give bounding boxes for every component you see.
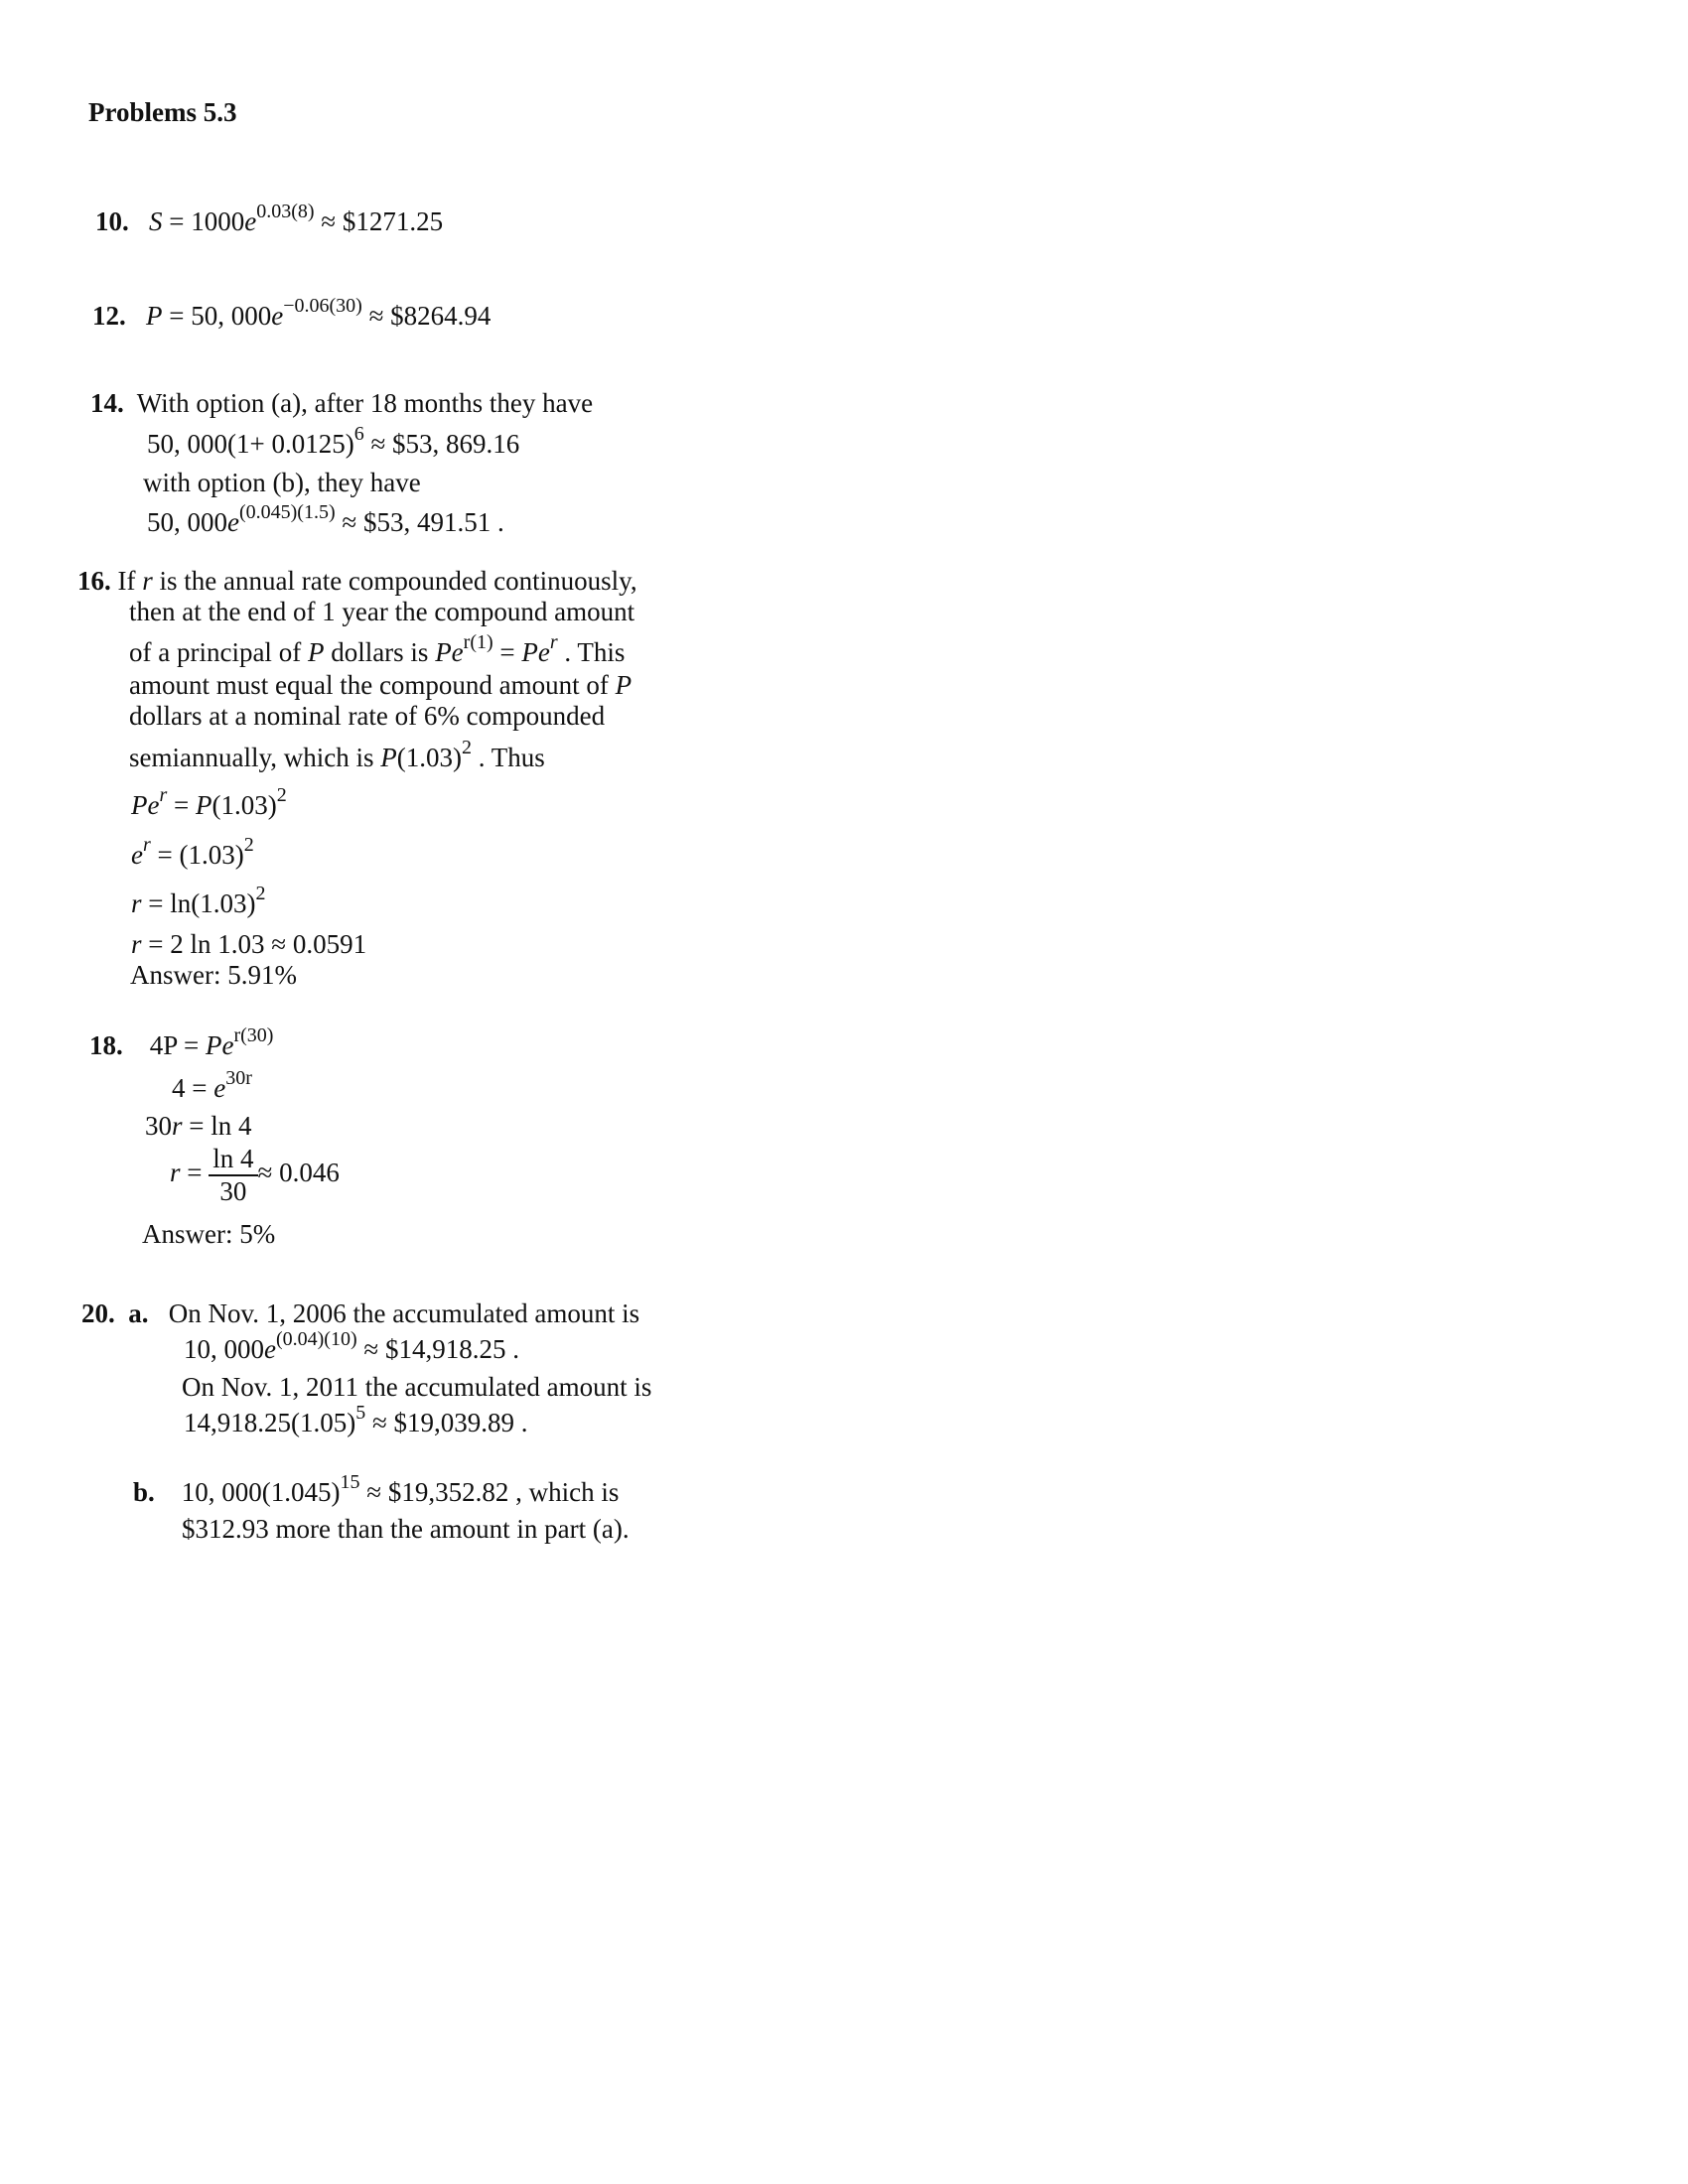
exponent: 30r [225, 1067, 252, 1089]
math-text: 10, 000 [184, 1334, 264, 1364]
text: , which is [508, 1477, 620, 1507]
problem-16-step4 [131, 931, 366, 958]
problem-14-line1 [90, 390, 593, 417]
text: . Thus [471, 743, 545, 772]
problem-16-answer: Answer: 5.91% [130, 960, 297, 990]
section-heading: Problems 5.3 [88, 97, 237, 127]
result: ≈ $14,918.25 . [363, 1334, 519, 1364]
math-text: 4 = [172, 1073, 214, 1103]
math-text: = ln(1.03) [141, 888, 256, 918]
problem-20-a-line1 [81, 1300, 639, 1327]
math-text: 30 [145, 1111, 172, 1141]
exponent: 2 [461, 737, 472, 758]
text: . This [557, 637, 626, 667]
math-var: P [307, 637, 325, 667]
text: semiannually, which is [129, 743, 381, 772]
result: ≈ $8264.94 [368, 301, 492, 331]
exponent: 2 [243, 834, 254, 856]
math-text: = 1000 [169, 206, 245, 236]
text: amount must equal the compound amount of [129, 670, 616, 700]
math-text: 4P [149, 1030, 178, 1060]
result: ≈ $1271.25 [321, 206, 444, 236]
problem-number: 18. [89, 1030, 123, 1060]
numerator: ln 4 [209, 1146, 257, 1176]
math-text: (1.03) [396, 743, 462, 772]
math-var: P [380, 743, 397, 772]
math-text: = [492, 637, 522, 667]
math-var: e [213, 1073, 226, 1103]
math-text: = ln 4 [182, 1111, 252, 1141]
text: On Nov. 1, 2006 the accumulated amount is [168, 1298, 640, 1328]
problem-16-step2 [131, 834, 254, 870]
problem-16-line4 [129, 672, 632, 699]
math-var: r [142, 566, 153, 596]
math-var: Pe [131, 790, 160, 820]
math-var: e [264, 1334, 276, 1364]
math-var: P [196, 790, 212, 820]
problem-number: 16. [77, 566, 111, 596]
math-var: S [149, 206, 163, 236]
math-text: 10, 000(1.045) [181, 1477, 341, 1507]
text: If [117, 566, 143, 596]
part-label: b. [133, 1477, 155, 1507]
math-text: = (1.03) [150, 840, 244, 870]
exponent: r(1) [463, 631, 493, 653]
text: dollars is [324, 637, 436, 667]
exponent: 5 [355, 1402, 366, 1424]
problem-number: 12. [92, 301, 126, 331]
problem-18-step2 [172, 1067, 252, 1103]
result: ≈ $53, 869.16 [370, 429, 520, 459]
math-text: 50, 000 [147, 507, 227, 537]
math-var: P [146, 301, 163, 331]
math-var: Pe [435, 637, 464, 667]
math-var: r [131, 929, 142, 959]
exponent: r [549, 631, 558, 653]
math-var: r [172, 1111, 183, 1141]
problem-18-step1 [89, 1024, 274, 1060]
fraction [209, 1146, 257, 1205]
math-var: r [131, 888, 142, 918]
exponent: 2 [276, 784, 287, 806]
problem-16-line3 [129, 631, 626, 667]
math-var: Pe [206, 1030, 234, 1060]
math-var: e [244, 206, 257, 236]
problem-18-step3 [145, 1113, 252, 1140]
exponent: (0.045)(1.5) [238, 501, 336, 523]
denominator: 30 [219, 1176, 247, 1206]
problem-16-line6 [129, 737, 545, 772]
exponent: −0.06(30) [283, 295, 362, 317]
math-text: ≈ 0.046 [257, 1158, 340, 1188]
problem-14-eq2 [147, 501, 504, 537]
math-var: Pe [521, 637, 550, 667]
math-text: = 2 ln 1.03 ≈ 0.0591 [141, 929, 367, 959]
problem-16-line1 [77, 568, 637, 595]
problem-16-step1 [131, 784, 287, 820]
result: ≈ $53, 491.51 . [342, 507, 504, 537]
math-var: e [271, 301, 284, 331]
result: ≈ $19,039.89 . [371, 1408, 528, 1437]
problem-16-line5: dollars at a nominal rate of 6% compounded [129, 701, 606, 731]
problem-16-step3 [131, 883, 266, 918]
problem-20-b-line1 [133, 1471, 620, 1507]
text-line: With option (a), after 18 months they have [136, 388, 594, 418]
problem-number: 14. [90, 388, 124, 418]
problem-20-b-line2: $312.93 more than the amount in part (a). [182, 1514, 630, 1544]
exponent: r [159, 784, 168, 806]
result: ≈ $19,352.82 [366, 1477, 509, 1507]
math-text: 14,918.25(1.05) [184, 1408, 356, 1437]
problem-20-a-line2: On Nov. 1, 2011 the accumulated amount is [182, 1372, 652, 1402]
problem-18-step4 [170, 1146, 340, 1205]
math-var: e [131, 840, 143, 870]
problem-10 [95, 201, 444, 236]
exponent: 2 [255, 883, 266, 904]
problem-12 [92, 295, 492, 331]
problem-16-line2: then at the end of 1 year the compound amount [129, 597, 635, 626]
part-label: a. [128, 1298, 149, 1328]
problem-20-a-eq2 [184, 1402, 528, 1437]
problem-number: 10. [95, 206, 129, 236]
math-var: P [615, 670, 633, 700]
exponent: r [142, 834, 151, 856]
text: is the annual rate compounded continuously, [152, 566, 637, 596]
problem-20-a-eq1 [184, 1328, 519, 1364]
problem-18-answer: Answer: 5% [142, 1219, 276, 1249]
math-text: = [180, 1158, 210, 1188]
math-text: 50, 000(1+ 0.0125) [147, 429, 354, 459]
problem-14-line2: with option (b), they have [143, 468, 421, 497]
math-text: = [167, 790, 197, 820]
exponent: r(30) [233, 1024, 274, 1046]
text: of a principal of [129, 637, 308, 667]
problem-14-eq1 [147, 423, 520, 459]
exponent: 6 [353, 423, 364, 445]
math-text: = [177, 1030, 206, 1060]
exponent: 15 [340, 1471, 360, 1493]
math-text: (1.03) [211, 790, 277, 820]
problem-number: 20. [81, 1298, 115, 1328]
exponent: 0.03(8) [256, 201, 315, 222]
math-text: = 50, 000 [169, 301, 272, 331]
math-var: e [227, 507, 239, 537]
exponent: (0.04)(10) [275, 1328, 357, 1350]
math-var: r [170, 1158, 181, 1188]
